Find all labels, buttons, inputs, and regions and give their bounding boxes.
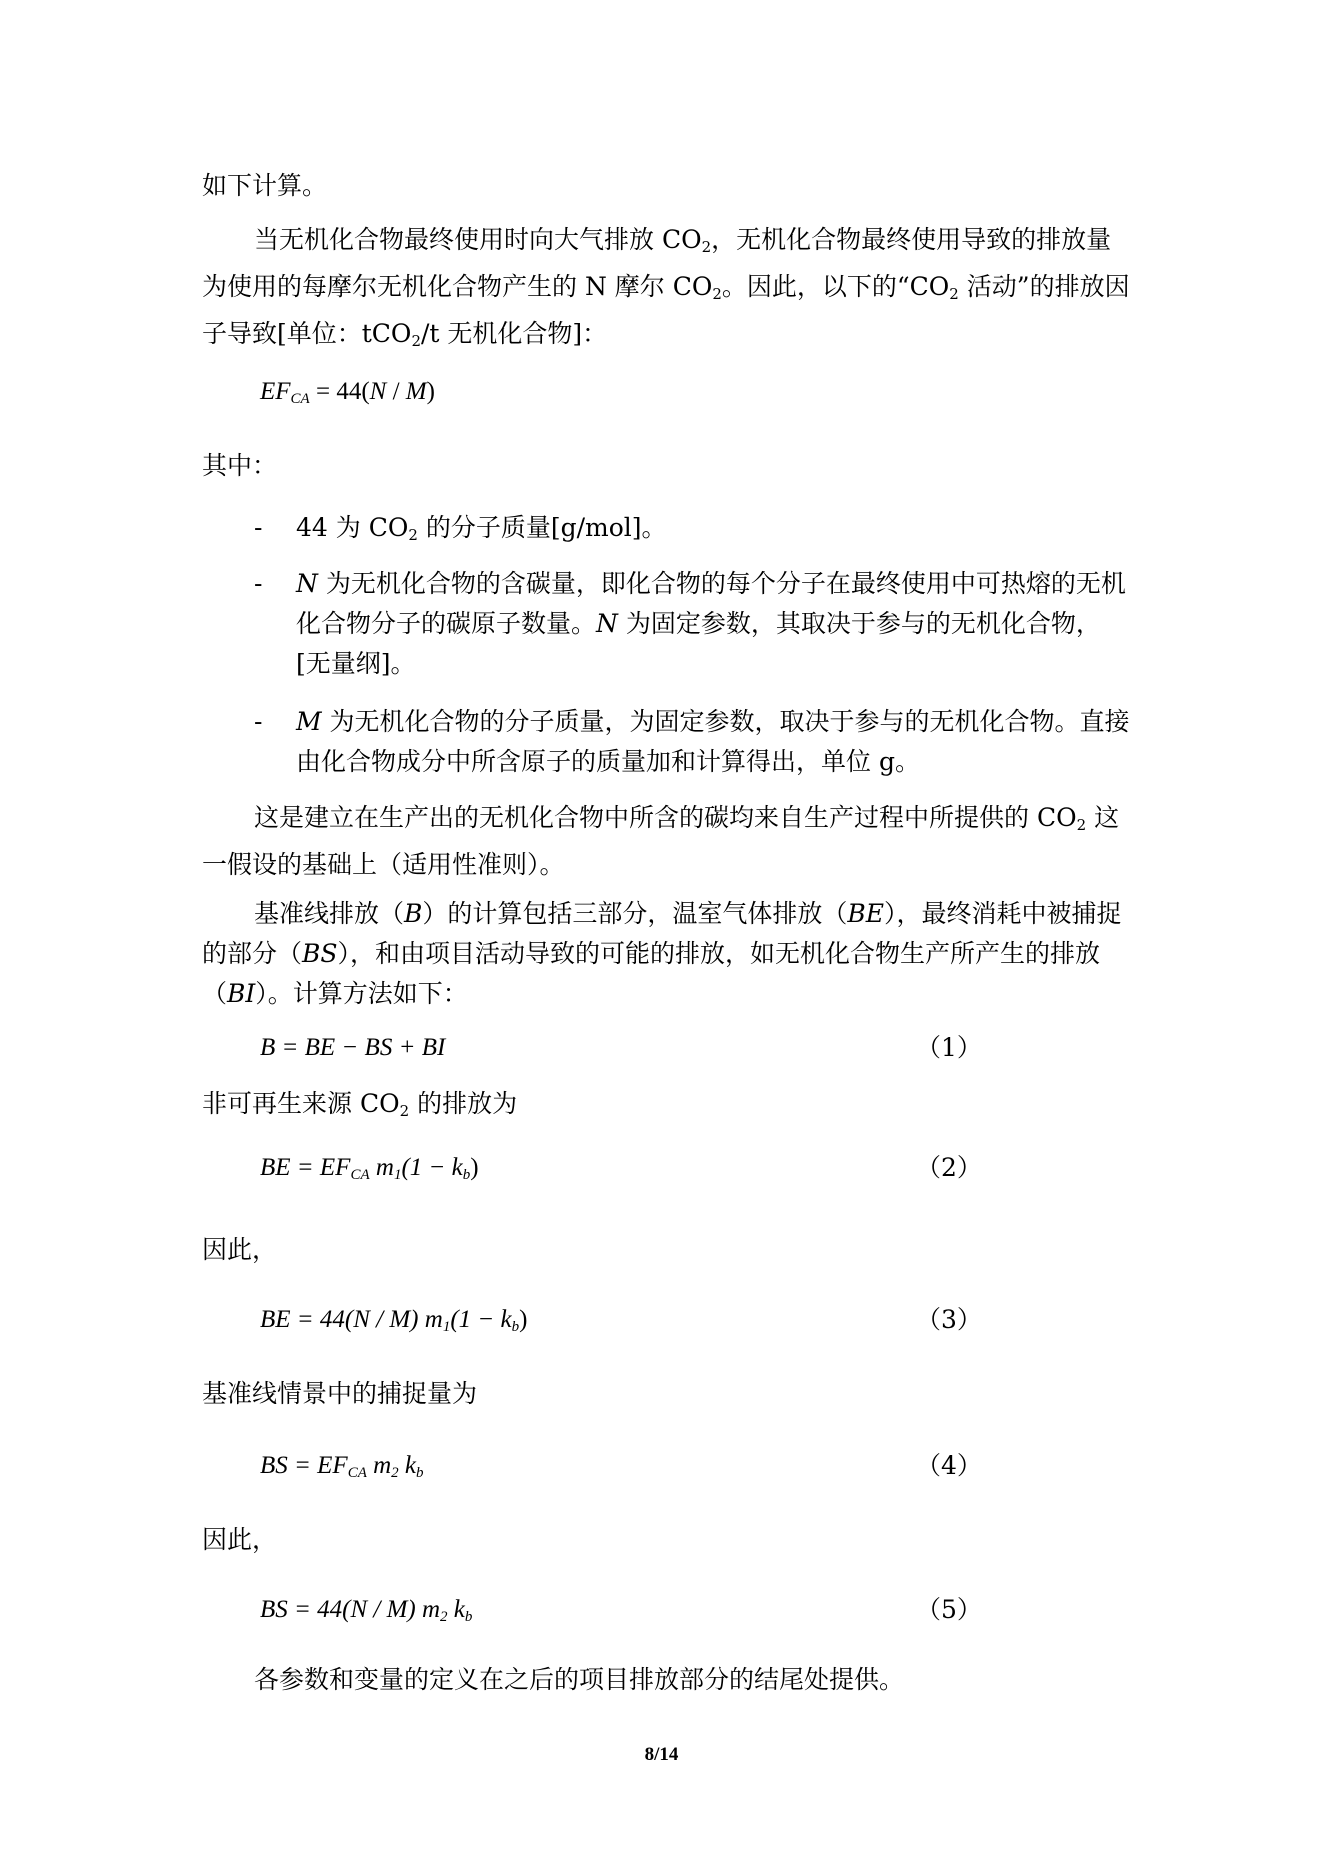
equation-2-number: （2） xyxy=(916,1153,982,1182)
equation-3-number: （3） xyxy=(916,1305,982,1334)
paragraph-therefore-1: 因此， xyxy=(202,1235,278,1264)
equation-5-number: （5） xyxy=(916,1595,982,1624)
paragraph-definitions-note: 各参数和变量的定义在之后的项目排放部分的结尾处提供。 xyxy=(254,1665,905,1694)
paragraph-where: 其中： xyxy=(202,451,278,480)
paragraph-assumption: 这是建立在生产出的无机化合物中所含的碳均来自生产过程中所提供的 CO2 这一假设的基础上（适用性准则）。 xyxy=(202,803,1120,879)
paragraph-baseline: 基准线排放（B）的计算包括三部分，温室气体排放（BE），最终消耗中被捕捉的部分（BS），和由项目活动导致的可能的排放，如无机化合物生产所产生的排放（BI）。计算方法如下： xyxy=(202,899,1122,1008)
equation-2: BE = $EF_{CA}$ $m_1(1 - k_b)$ xyxy=(260,1154,479,1183)
equation-ef: $EF_{CA} = 44(N / M)$ xyxy=(260,378,435,407)
paragraph-emission-factor: 当无机化合物最终使用时向大气排放 CO2，无机化合物最终使用导致的排放量为使用的每摩尔无机化合物产生的 N 摩尔 CO2。因此，以下的“CO2 活动”的排放因子导致[单位：tCO2/t 无机化合物]： xyxy=(202,225,1130,350)
page-number: 8/14 xyxy=(644,1744,679,1765)
paragraph-therefore-2: 因此， xyxy=(202,1525,278,1554)
paragraph-capture: 基准线情景中的捕捉量为 xyxy=(202,1379,478,1408)
equation-3: BE = 44(N / M) $m_1(1 - k_b)$ xyxy=(260,1306,528,1335)
paragraph-nonrenewable: 非可再生来源 CO2 的排放为 xyxy=(202,1089,518,1120)
equation-5: BS = 44(N / M) $m_2$ $k_b$ xyxy=(260,1596,473,1625)
equation-1-number: （1） xyxy=(916,1033,982,1062)
equation-4: BS = $EF_{CA}$ $m_2$ $k_b$ xyxy=(260,1452,424,1481)
equation-1: B = BE − BS + BI xyxy=(260,1034,446,1061)
document-page: 如下计算。 当无机化合物最终使用时向大气排放 CO2，无机化合物最终使用导致的排放量为使用的每摩尔无机化合物产生的 N 摩尔 CO2。因此，以下的“CO2 活动”的排放因子导致[单位：tCO2/t 无机化合物]： $EF_{CA} = 44(N / M)$ 其中： - 44 为 CO2 的分子质量[g/mol]。 - N 为无机化合物的含碳量，即化合物的每个分子在最终使用中可热熔的无机化合物分子的碳原子数量。N 为固定参数，其取决于参与的无机化合物，[无量纲]。 - M 为无机化合物的分子质量，为固定参数，取决于参与的无机化合物。直接由化合物成分中所含原子的质量加和计算得出，单位 g。 这是建立在生产出的无机化合物中所含的碳均来自生产过程中所提供的 CO2 这一假设的基础上（适用性准则）。 基准线排放（B）的计算包括三部分，温室气体排放（BE），最终消耗中被捕捉的部分（BS），和由项目活动导致的可能的排放，如无机化合物生产所产生的排放（BI）。计算方法如下： B = BE − BS + BI （1） 非可再生来源 CO2 的排放为 BE = $EF_{CA}$ $m_1(1 - k_b)$ （2） 因此， BE = 44(N / M) $m_1(1 - k_b)$ （3） 基准线情景中的捕捉量为 BS = $EF_{CA}$ $m_2$ $k_b$ （4） 因此， BS = 44(N / M) $m_2$ $k_b$ （5） 各参数和变量的定义在之后的项目排放部分的结尾处提供。 8/14 xyxy=(0,0,1323,1871)
equation-4-number: （4） xyxy=(916,1451,982,1480)
paragraph-intro: 如下计算。 xyxy=(202,171,328,200)
